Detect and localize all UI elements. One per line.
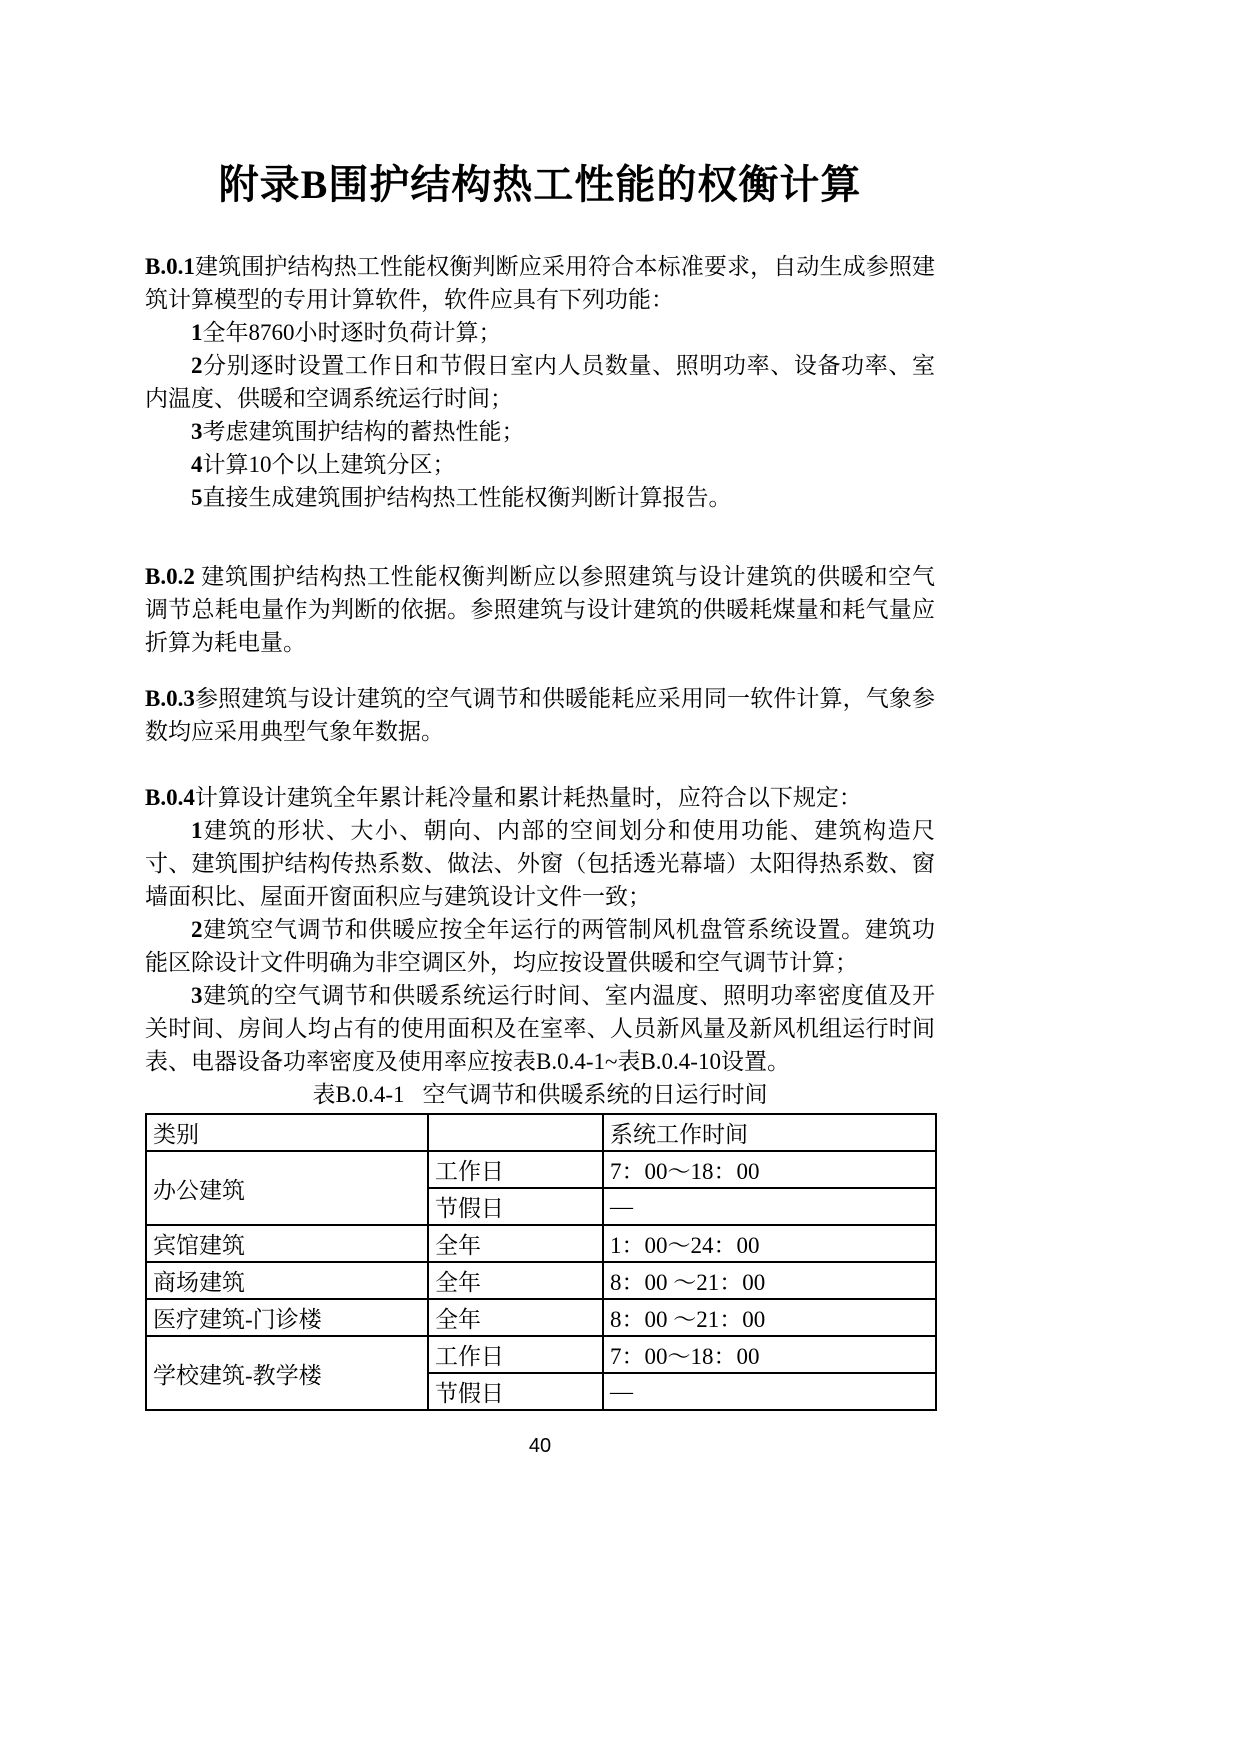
item-number: 2 <box>191 917 203 942</box>
header-category: 类别 <box>146 1114 428 1151</box>
item-text: 建筑的空气调节和供暖系统运行时间、室内温度、照明功率密度值及开关时间、房间人均占有的使用面积及在室率、人员新风量及新风机组运行时间表、电器设备功率密度及使用率应按表B.0.4-1~表B.0.4-10设置。 <box>145 983 935 1074</box>
list-item-2 <box>145 349 935 415</box>
item-number: 2 <box>191 353 203 378</box>
cell-category: 医疗建筑-门诊楼 <box>146 1299 428 1336</box>
cell-period: 全年 <box>428 1262 603 1299</box>
item-text: 全年8760小时逐时负荷计算； <box>202 320 502 345</box>
item-text: 计算10个以上建筑分区； <box>202 452 456 477</box>
clause-text: 计算设计建筑全年累计耗冷量和累计耗热量时，应符合以下规定： <box>194 785 862 810</box>
document-title: 附录B围护结构热工性能的权衡计算 <box>218 162 862 207</box>
cell-time: 7：00～18：00 <box>603 1151 936 1188</box>
cell-period: 节假日 <box>428 1188 603 1225</box>
list-item-5 <box>145 481 935 514</box>
cell-time: — <box>603 1188 936 1225</box>
cell-time: — <box>603 1373 936 1410</box>
clause-text: 建筑围护结构热工性能权衡判断应采用符合本标准要求，自动生成参照建筑计算模型的专用计算软件，软件应具有下列功能： <box>145 254 935 312</box>
table-row <box>146 1262 936 1299</box>
clause-label: B.0.3 <box>145 686 195 711</box>
cell-time: 7：00～18：00 <box>603 1336 936 1373</box>
item-number: 3 <box>191 419 203 444</box>
item-number: 4 <box>191 452 203 477</box>
paragraph-b0-2 <box>145 560 935 659</box>
cell-category: 商场建筑 <box>146 1262 428 1299</box>
page-number: 40 <box>528 1435 552 1457</box>
cell-period: 工作日 <box>428 1336 603 1373</box>
paragraph-b0-3 <box>145 682 935 748</box>
clause-label: B.0.4 <box>145 785 195 810</box>
table-row <box>146 1225 936 1262</box>
list-item-b04-1 <box>145 814 935 913</box>
table-caption-label: 表B.0.4-1 <box>312 1082 405 1107</box>
cell-period: 节假日 <box>428 1373 603 1410</box>
cell-category: 宾馆建筑 <box>146 1225 428 1262</box>
cell-category: 学校建筑-教学楼 <box>146 1336 428 1410</box>
item-number: 1 <box>191 320 203 345</box>
list-item-4 <box>145 448 935 481</box>
list-item-b04-3 <box>145 979 935 1078</box>
item-text: 分别逐时设置工作日和节假日室内人员数量、照明功率、设备功率、室内温度、供暖和空调系统运行时间； <box>145 353 935 411</box>
clause-text: 建筑围护结构热工性能权衡判断应以参照建筑与设计建筑的供暖和空气调节总耗电量作为判断的依据。参照建筑与设计建筑的供暖耗煤量和耗气量应折算为耗电量。 <box>145 564 935 655</box>
item-text: 建筑的形状、大小、朝向、内部的空间划分和使用功能、建筑构造尺寸、建筑围护结构传热系数、做法、外窗（包括透光幕墙）太阳得热系数、窗墙面积比、屋面开窗面积应与建筑设计文件一致； <box>145 818 935 909</box>
item-number: 5 <box>191 485 203 510</box>
table-row <box>146 1299 936 1336</box>
paragraph-b0-4 <box>145 781 935 814</box>
table-caption <box>145 1078 935 1111</box>
list-item-b04-2 <box>145 913 935 979</box>
cell-period: 全年 <box>428 1299 603 1336</box>
table-caption-text: 空气调节和供暖系统的日运行时间 <box>422 1082 768 1107</box>
header-empty <box>428 1114 603 1151</box>
content-column <box>145 0 935 1460</box>
list-item-3 <box>145 415 935 448</box>
table-header-row <box>146 1114 936 1151</box>
table-row <box>146 1151 936 1188</box>
cell-time: 8：00 ～21：00 <box>603 1299 936 1336</box>
item-text: 直接生成建筑围护结构热工性能权衡判断计算报告。 <box>202 485 732 510</box>
schedule-table <box>145 1113 937 1411</box>
cell-period: 全年 <box>428 1225 603 1262</box>
item-number: 3 <box>191 983 203 1008</box>
cell-period: 工作日 <box>428 1151 603 1188</box>
item-text: 建筑空气调节和供暖应按全年运行的两管制风机盘管系统设置。建筑功能区除设计文件明确为非空调区外，均应按设置供暖和空气调节计算； <box>145 917 935 975</box>
list-item-1 <box>145 316 935 349</box>
header-system-time: 系统工作时间 <box>603 1114 936 1151</box>
clause-label: B.0.1 <box>145 254 195 279</box>
cell-time: 8：00 ～21：00 <box>603 1262 936 1299</box>
paragraph-b0-1 <box>145 250 935 316</box>
clause-label: B.0.2 <box>145 564 195 589</box>
item-text: 考虑建筑围护结构的蓄热性能； <box>202 419 525 444</box>
cell-category: 办公建筑 <box>146 1151 428 1225</box>
clause-text: 参照建筑与设计建筑的空气调节和供暖能耗应采用同一软件计算，气象参数均应采用典型气象年数据。 <box>145 686 935 744</box>
cell-time: 1：00～24：00 <box>603 1225 936 1262</box>
item-number: 1 <box>191 818 203 843</box>
table-row <box>146 1336 936 1373</box>
